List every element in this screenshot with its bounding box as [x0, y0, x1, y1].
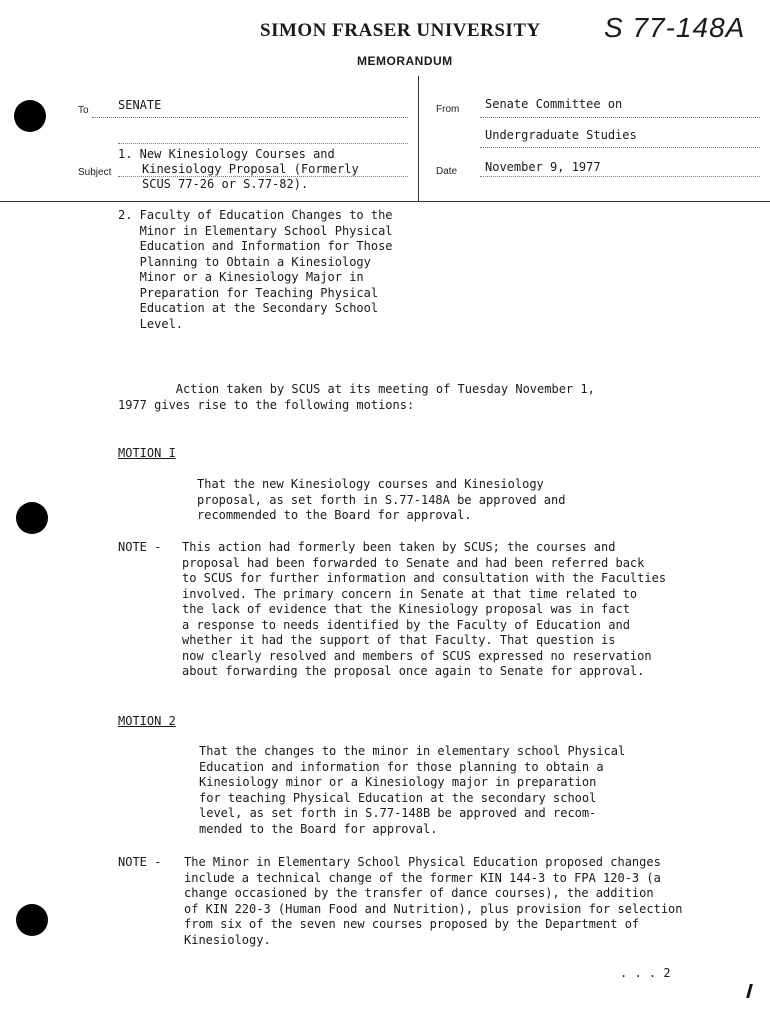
- punch-hole-top: [14, 100, 46, 132]
- header-divider-vertical: [418, 76, 419, 202]
- subject-line-text-2: Kinesiology Proposal (Formerly: [142, 162, 359, 176]
- subject-item-2: 2. Faculty of Education Changes to the Minor in Elementary School Physical Education and Information for Those Planning to Obtain a Kinesiology Minor or a Kinesiology Major in Preparation for Teaching Physical Education at the Secondary School Level.: [118, 208, 393, 331]
- motion-1-note-label: NOTE -: [118, 540, 162, 554]
- from-value-line-2: Undergraduate Studies: [485, 128, 637, 142]
- punch-hole-bottom: [16, 904, 48, 936]
- to-label: To: [78, 105, 89, 116]
- punch-hole-middle: [16, 502, 48, 534]
- date-value: November 9, 1977: [485, 160, 601, 174]
- motion-1-note: This action had formerly been taken by SCUS; the courses and proposal had been forwarded to Senate and had been referred back to SCUS for further information and consultation with the Faculties involved. The primary concern in Senate at that time related to the lack of evidence that the Kinesiology proposal was in fact a response to needs identified by the Faculty of Education and whether it had the support of that Faculty. That question is now clearly resolved and members of SCUS expressed no reservation about forwarding the proposal once again to Senate for approval.: [182, 540, 667, 678]
- header-divider-horizontal: [0, 201, 770, 202]
- pen-mark: [746, 984, 753, 998]
- to-line: [92, 117, 408, 118]
- subject-line-text-1: 1. New Kinesiology Courses and: [118, 147, 335, 161]
- motion-2-text: That the changes to the minor in elementary school Physical Education and information for those planning to obtain a Kinesiology minor or a Kinesiology major in preparation for teaching Physical Education at the secondary school level, as set forth in S.77-148B be approved and recom- mended to the Board for approval.: [199, 744, 626, 836]
- motion-2-note: The Minor in Elementary School Physical Education proposed changes include a technical change of the former KIN 144-3 to FPA 120-3 (a change occasioned by the transfer of dance courses), the addition of KIN 220-3 (Human Food and Nutrition), plus provision for selection from six of the seven new courses proposed by the Department of Kinesiology.: [184, 855, 683, 947]
- subject-line-1: [118, 143, 408, 144]
- from-label: From: [436, 104, 460, 115]
- date-line: [480, 176, 760, 177]
- motion-2-note-label: NOTE -: [118, 855, 162, 869]
- intro-paragraph: Action taken by SCUS at its meeting of Tuesday November 1, 1977 gives rise to the following motions:: [118, 382, 595, 412]
- from-line-1: [480, 117, 760, 118]
- subject-label: Subject: [78, 167, 112, 178]
- motion-2-heading: MOTION 2: [118, 714, 176, 728]
- handwritten-reference: S 77-148A: [604, 12, 746, 43]
- motion-1-heading: MOTION I: [118, 446, 176, 460]
- from-line-2: [480, 147, 760, 148]
- page-continuation: . . . 2: [620, 966, 671, 980]
- from-value-line-1: Senate Committee on: [485, 97, 623, 111]
- university-name: SIMON FRASER UNIVERSITY: [260, 20, 541, 41]
- subject-line-text-3: SCUS 77-26 or S.77-82).: [142, 177, 309, 191]
- to-value: SENATE: [118, 98, 162, 112]
- date-label: Date: [436, 166, 458, 177]
- motion-1-text: That the new Kinesiology courses and Kinesiology proposal, as set forth in S.77-148A be approved and recommended to the Board for approval.: [197, 477, 566, 522]
- memorandum-label: MEMORANDUM: [357, 54, 453, 68]
